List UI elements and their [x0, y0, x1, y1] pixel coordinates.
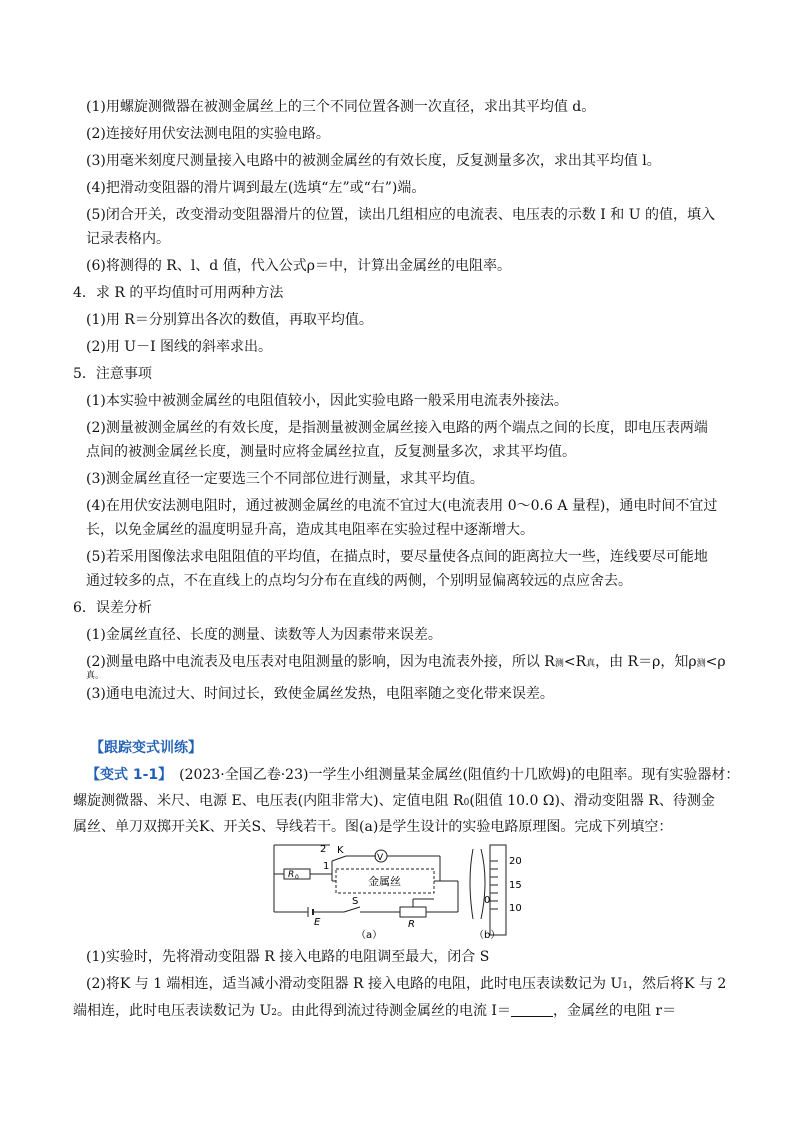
subscript: 真: [586, 659, 596, 669]
step-2: (2)连接好用伏安法测电阻的实验电路。: [86, 126, 330, 142]
r0-subscript: 0: [295, 874, 299, 881]
section-5-item-2-line2: 点间的被测金属丝长度，测量时应将金属丝拉直，反复测量多次，求其平均值。: [86, 444, 576, 460]
scale-tick-15: 15: [509, 880, 522, 891]
training-title: 【跟踪变式训练】: [90, 740, 202, 756]
step-4: (4)把滑动变阻器的滑片调到最左(选填“左”或“右”)端。: [86, 180, 426, 196]
section-6-item-1: (1)金属丝直径、长度的测量、读数等人为因素带来误差。: [86, 627, 442, 643]
section-5-heading: 5．注意事项: [73, 366, 152, 382]
subscript: 真: [86, 671, 96, 681]
subscript: 0: [463, 798, 470, 808]
section-6-item-2-tail: [86, 664, 104, 686]
error-text-b: <R: [563, 654, 587, 670]
text: 端相连，此时电压表读数记为 U: [73, 1003, 272, 1019]
section-6-item-3: (3)通电电流过大、时间过长，致使金属丝发热，电阻率随之变化带来误差。: [86, 686, 554, 702]
answer-blank[interactable]: [511, 1002, 553, 1017]
question-1: (1)实验时，先将滑动变阻器 R 接入电路的电阻调至最大，闭合 S: [86, 949, 490, 965]
error-text-d: <ρ: [705, 654, 726, 670]
section-5-item-1: (1)本实验中被测金属丝的电阻值较小，因此实验电路一般采用电流表外接法。: [86, 393, 568, 409]
subscript: 1: [622, 981, 628, 991]
section-6-heading: 6．误差分析: [73, 600, 152, 616]
step-5-line2: 记录表格内。: [86, 231, 170, 247]
variant-line-3: 属丝、单刀双掷开关K、开关S、导线若干。图(a)是学生设计的实验电路原理图。完成下列填空：: [73, 819, 673, 835]
caption-b: （b）: [474, 930, 501, 941]
scale-tick-0: 0: [484, 895, 491, 906]
variant-line-2: [73, 791, 715, 813]
period: 。: [95, 671, 105, 681]
text: 螺旋测微器、米尺、电源 E、电压表(内阻非常大)、定值电阻 R: [73, 793, 464, 809]
rheostat-label: R: [408, 919, 415, 930]
wire-label: 金属丝: [368, 875, 401, 888]
step-1: (1)用螺旋测微器在被测金属丝上的三个不同位置各测一次直径，求出其平均值 d。: [86, 99, 596, 115]
switch-k-label: K: [337, 845, 344, 856]
text: 。由此得到流过待测金属丝的电流 I＝: [276, 1003, 511, 1019]
variant-label: 【变式 1-1】: [86, 767, 166, 783]
terminal-1-label: 1: [323, 861, 330, 872]
section-4-item-1: (1)用 R＝分别算出各次的数值，再取平均值。: [86, 312, 373, 328]
circuit-figure: [268, 841, 532, 945]
section-5-item-5-line2: 通过较多的点，不在直线上的点均匀分布在直线的两侧，个别明显偏离较远的点应舍去。: [86, 573, 632, 589]
text: (2)将K 与 1 端相连，适当减小滑动变阻器 R 接入电路的电阻，此时电压表读数记为 U: [86, 976, 623, 992]
scale-tick-10: 10: [509, 903, 522, 914]
section-6-item-2: [86, 652, 726, 674]
subscript: 测: [554, 659, 564, 669]
section-5-item-4-line2: 长，以免金属丝的温度明显升高，造成其电阻率在实验过程中逐渐增大。: [86, 522, 534, 538]
subscript: 2: [271, 1008, 277, 1018]
error-text-c: ，由 R＝ρ，知ρ: [595, 654, 697, 670]
text: ，金属丝的电阻 r＝: [552, 1003, 677, 1019]
question-2-line1: [86, 974, 726, 996]
section-5-item-4-line1: (4)在用伏安法测电阻时，通过被测金属丝的电流不宜过大(电流表用 0～0.6 A 量程)，通电时间不宜过: [86, 498, 718, 514]
switch-s-label: S: [352, 896, 359, 907]
text: (阻值 10.0 Ω)、滑动变阻器 R、待测金: [469, 793, 715, 809]
question-2-line2: [73, 1001, 676, 1023]
error-text-a: (2)测量电路中电流表及电压表对电阻测量的影响，因为电流表外接，所以 R: [86, 654, 555, 670]
step-3: (3)用毫米刻度尺测量接入电路中的被测金属丝的有效长度，反复测量多次，求出其平均值 l。: [86, 153, 661, 169]
section-4-item-2: (2)用 U－I 图线的斜率求出。: [86, 339, 273, 355]
r0-label: R: [288, 870, 295, 880]
text: ，然后将K 与 2: [627, 976, 727, 992]
voltmeter-label: V: [377, 853, 384, 863]
step-5-line1: (5)闭合开关，改变滑动变阻器滑片的位置，读出几组相应的电流表、电压表的示数 I 和 U 的值，填入: [86, 207, 715, 223]
variant-intro: [86, 765, 739, 785]
caption-a: （a）: [356, 930, 383, 941]
variant-text: (2023·全国乙卷·23)一学生小组测量某金属丝(阻值约十几欧姆)的电阻率。现有实验器材：: [165, 767, 740, 783]
section-5-item-3: (3)测金属丝直径一定要选三个不同部位进行测量，求其平均值。: [86, 471, 484, 487]
scale-tick-20: 20: [509, 856, 522, 867]
terminal-2-label: 2: [320, 844, 327, 855]
subscript: 测: [696, 659, 706, 669]
section-5-item-5-line1: (5)若采用图像法求电阻阻值的平均值，在描点时，要尽量使各点间的距离拉大一些，连线要尽可能地: [86, 549, 708, 565]
battery-e-label: E: [314, 917, 321, 928]
step-6: (6)将测得的 R、l、d 值，代入公式ρ＝中，计算出金属丝的电阻率。: [86, 258, 511, 274]
section-4-heading: 4．求 R 的平均值时可用两种方法: [73, 285, 284, 301]
section-5-item-2-line1: (2)测量被测金属丝的有效长度，是指测量被测金属丝接入电路的两个端点之间的长度，即电压表两端: [86, 420, 708, 436]
